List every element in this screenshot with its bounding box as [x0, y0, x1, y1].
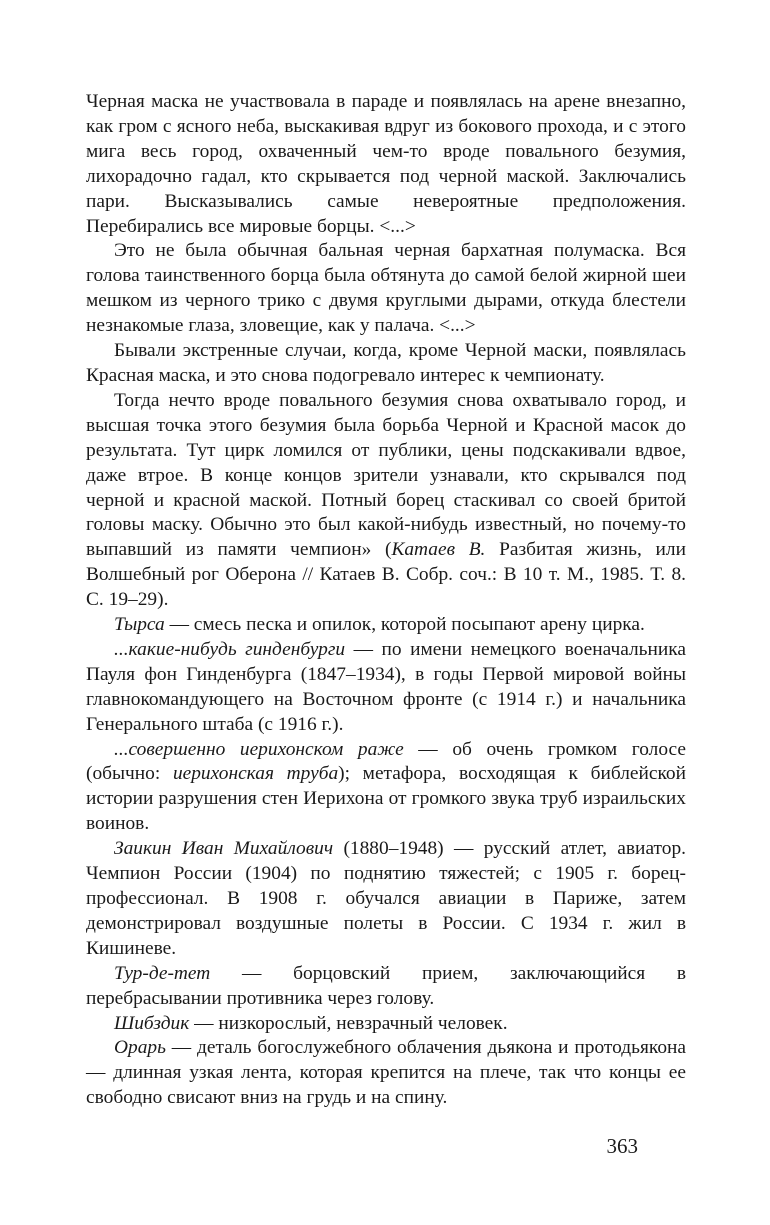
- note-tyrsa: [86, 613, 686, 638]
- note-tour-de-tete: [86, 962, 686, 1012]
- note-hindenburgs: [86, 638, 686, 738]
- note-term: ...совершенно иерихонском раже: [114, 738, 404, 760]
- quote-paragraph-2: Это не была обычная бальная черная бархатная полумаска. Вся голова таинственного борца была обтянута до самой белой жирной шеи мешком из черного трико с двумя круглыми дырами, откуда блестели незнакомые глаза, зловещие, как у палача. <...>: [86, 240, 686, 337]
- note-term: Заикин Иван Михайлович: [114, 838, 334, 860]
- note-term-inline: иерихонская труба: [172, 763, 339, 785]
- note-term: ...какие-нибудь гинденбурги: [114, 638, 346, 660]
- quote-paragraph-4: [86, 389, 686, 613]
- page-body: [86, 90, 686, 1111]
- note-shibzdik: [86, 1012, 686, 1037]
- note-definition-cont: ); метафора, восходящая к библейской истории разрушения стен Иерихона от громкого звука труб израильских воинов.: [86, 763, 687, 835]
- note-orar: [86, 1036, 686, 1111]
- note-definition: — по имени немецкого военачальника Пауля фон Гинденбурга (1847–1934), в годы Первой мировой войны главнокомандующего на Восточном фронте (с 1914 г.) и начальника Генерального штаба (с 1916 г.).: [86, 638, 686, 735]
- quote-text: Тогда нечто вроде повального безумия снова охватывало город, и высшая точка этого безумия была борьба Черной и Красной масок до результата. Тут цирк ломился от публики, цены подскакивали вдвое, даже втрое. В конце концов зрители узнавали, кто скрывался под черной и красной маской. Потный борец стаскивал со своей бритой головы маску. Обычно это был какой-нибудь известный, но почему-то выпавший из памяти чемпион» (: [86, 389, 686, 561]
- note-term: Тырса: [114, 614, 165, 636]
- note-jericho: [86, 738, 686, 838]
- note-term: Орарь: [114, 1037, 166, 1059]
- quote-paragraph-3: Бывали экстренные случаи, когда, кроме Черной маски, появлялась Красная маска, и это снова подогревало интерес к чемпионату.: [86, 340, 686, 386]
- note-definition: — смесь песка и опилок, которой посыпают арену цирка.: [164, 614, 645, 636]
- note-definition: — низкорослый, невзрачный человек.: [189, 1012, 508, 1034]
- note-definition: (1880–1948) — русский атлет, авиатор. Чемпион России (1904) по поднятию тяжестей; с 1905 г. борец-профессионал. В 1908 г. обучался авиации в Париже, затем демонстрировал воздушные полеты в России. С 1934 г. жил в Кишиневе.: [86, 838, 686, 959]
- note-definition: — деталь богослужебного облачения дьякона и протодьякона — длинная узкая лента, которая крепится на плече, так что концы ее свободно свисают вниз на грудь и на спину.: [86, 1037, 686, 1109]
- note-zaikin: [86, 837, 686, 962]
- quote-paragraph-1: Черная маска не участвовала в параде и появлялась на арене внезапно, как гром с ясного неба, выскакивая вдруг из бокового прохода, и с этого мига весь город, охваченный чем-то вроде повального безумия, лихорадочно гадал, кто скрывается под черной маской. Заключались пари. Высказывались самые невероятные предположения. Перебирались все мировые борцы. <...>: [86, 91, 686, 237]
- note-term: Тур-де-тет: [114, 962, 211, 984]
- note-definition: — об очень громком голосе (обычно:: [86, 738, 686, 785]
- citation-source: Разбитая жизнь, или Волшебный рог Оберона // Катаев В. Собр. соч.: В 10 т. М., 1985. Т. 8. С. 19–29).: [86, 539, 686, 611]
- note-definition: — борцовский прием, заключающийся в перебрасывании противника через голову.: [86, 962, 686, 1009]
- note-term: Шибздик: [114, 1012, 190, 1034]
- page-number: 363: [606, 1134, 638, 1158]
- citation-author: Катаев В.: [391, 539, 486, 561]
